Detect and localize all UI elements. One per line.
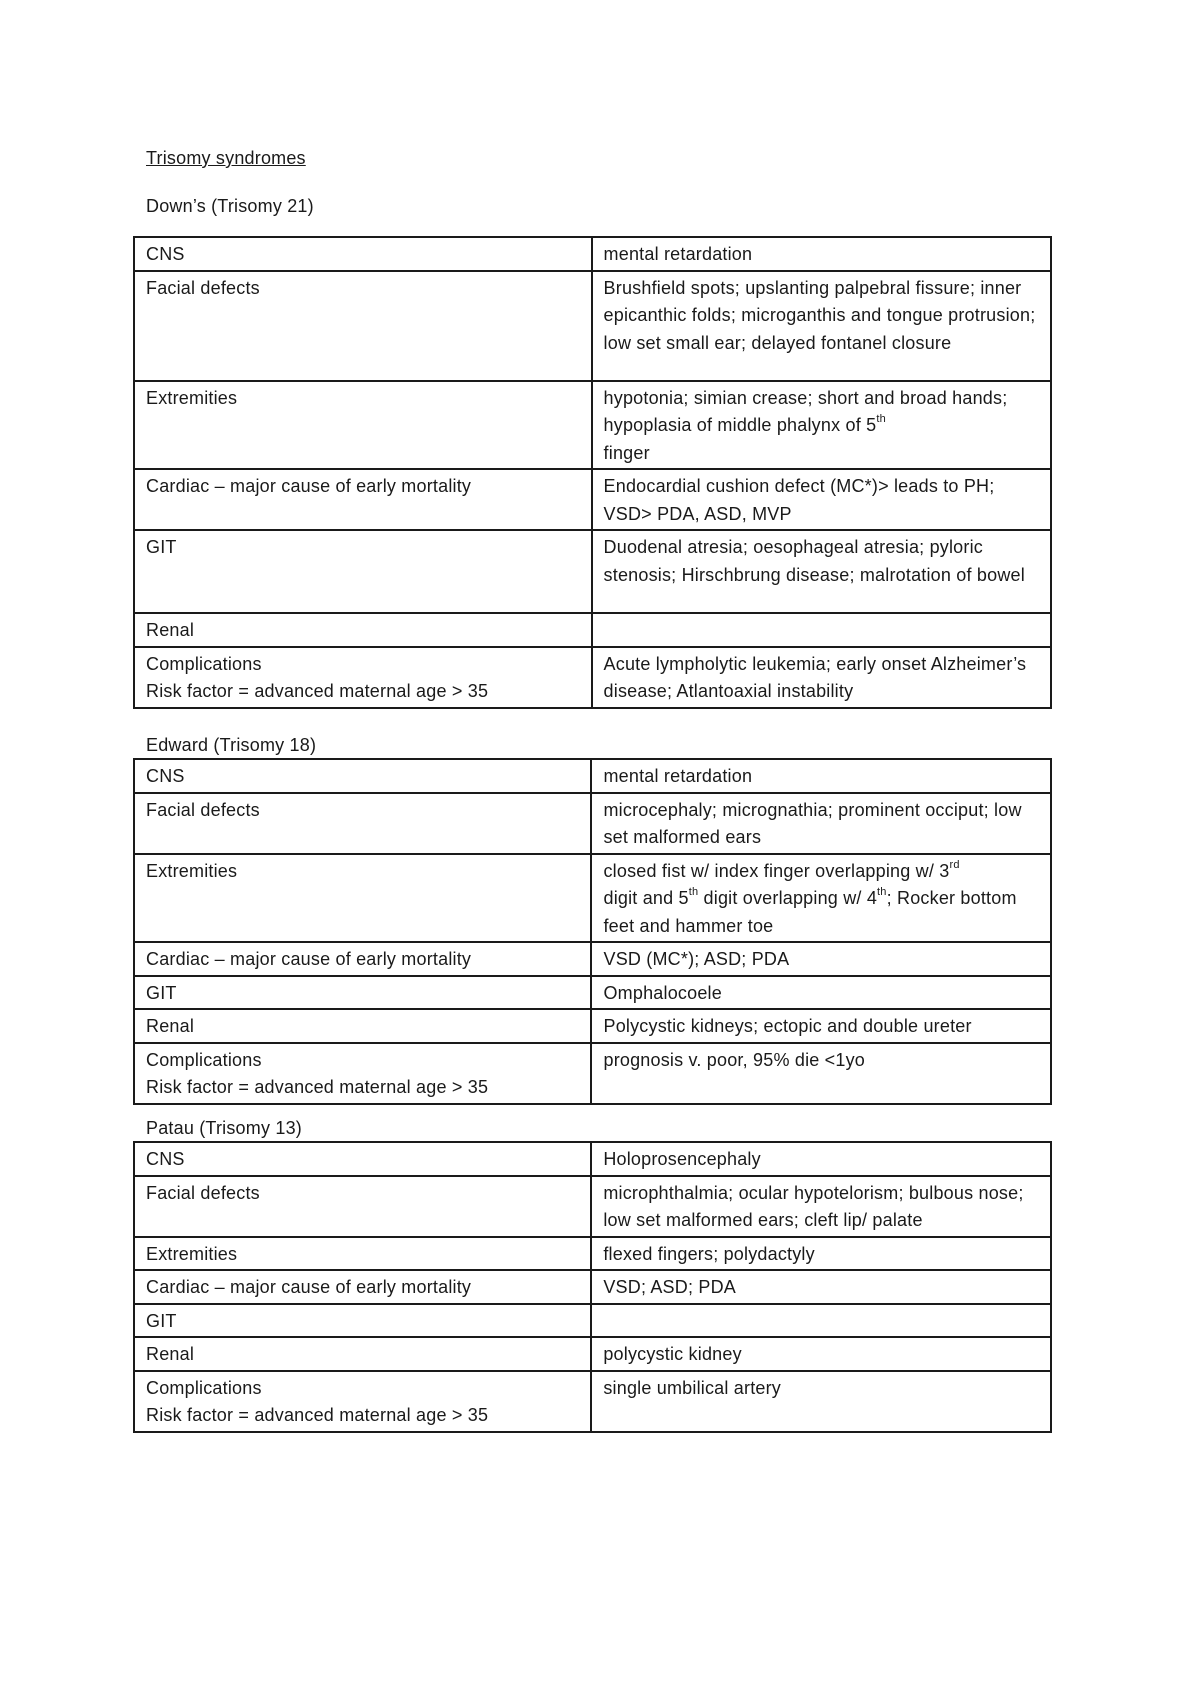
- row-value: [592, 613, 1051, 647]
- table-row: [134, 237, 1051, 271]
- row-label: Facial defects: [134, 1176, 591, 1237]
- row-value: closed fist w/ index finger overlapping w/ 3rd digit and 5th digit overlapping w/ 4th; Rocker bottom feet and hammer toe: [591, 854, 1051, 943]
- table-edward: [133, 758, 1052, 1105]
- row-value: single umbilical artery: [591, 1371, 1051, 1432]
- row-label: Facial defects: [134, 271, 592, 381]
- table-row: [134, 1043, 1051, 1104]
- row-value: Acute lympholytic leukemia; early onset Alzheimer’s disease; Atlantoaxial instability: [592, 647, 1051, 708]
- table-row: [134, 613, 1051, 647]
- table-down: [133, 236, 1052, 709]
- row-value: prognosis v. poor, 95% die <1yo: [591, 1043, 1051, 1104]
- table-row: [134, 1304, 1051, 1338]
- row-label: Renal: [134, 1337, 591, 1371]
- table-row: [134, 530, 1051, 613]
- row-label: Cardiac – major cause of early mortality: [134, 942, 591, 976]
- row-value: Endocardial cushion defect (MC*)> leads to PH; VSD> PDA, ASD, MVP: [592, 469, 1051, 530]
- table-row: [134, 1009, 1051, 1043]
- row-label: Renal: [134, 613, 592, 647]
- row-label: GIT: [134, 1304, 591, 1338]
- row-label: Extremities: [134, 854, 591, 943]
- table-row: [134, 381, 1051, 470]
- row-value: Holoprosencephaly: [591, 1142, 1051, 1176]
- row-label: Extremities: [134, 381, 592, 470]
- row-value: polycystic kidney: [591, 1337, 1051, 1371]
- section-heading-patau: Patau (Trisomy 13): [146, 1118, 302, 1138]
- row-value: mental retardation: [591, 759, 1051, 793]
- row-label: Complications Risk factor = advanced maternal age > 35: [134, 1043, 591, 1104]
- row-label: Renal: [134, 1009, 591, 1043]
- section-heading-down: Down’s (Trisomy 21): [146, 196, 314, 216]
- table-patau: [133, 1141, 1052, 1433]
- row-value: Duodenal atresia; oesophageal atresia; pyloric stenosis; Hirschbrung disease; malrotation of bowel: [592, 530, 1051, 613]
- table-row: [134, 1142, 1051, 1176]
- row-label: CNS: [134, 237, 592, 271]
- row-label: Extremities: [134, 1237, 591, 1271]
- row-label: CNS: [134, 759, 591, 793]
- row-value: VSD; ASD; PDA: [591, 1270, 1051, 1304]
- table-row: [134, 759, 1051, 793]
- row-value: mental retardation: [592, 237, 1051, 271]
- table-row: [134, 271, 1051, 381]
- row-value: hypotonia; simian crease; short and broad hands; hypoplasia of middle phalynx of 5th finger: [592, 381, 1051, 470]
- row-value: Brushfield spots; upslanting palpebral fissure; inner epicanthic folds; microganthis and tongue protrusion; low set small ear; delayed fontanel closure: [592, 271, 1051, 381]
- row-label: Complications Risk factor = advanced maternal age > 35: [134, 1371, 591, 1432]
- row-label: GIT: [134, 530, 592, 613]
- table-row: [134, 976, 1051, 1010]
- table-row: [134, 1176, 1051, 1237]
- document-title: Trisomy syndromes: [146, 148, 306, 168]
- row-value: [591, 1304, 1051, 1338]
- row-value: microcephaly; micrognathia; prominent occiput; low set malformed ears: [591, 793, 1051, 854]
- row-label: Facial defects: [134, 793, 591, 854]
- table-row: [134, 469, 1051, 530]
- row-label: Cardiac – major cause of early mortality: [134, 1270, 591, 1304]
- table-row: [134, 1337, 1051, 1371]
- table-row: [134, 793, 1051, 854]
- row-label: Cardiac – major cause of early mortality: [134, 469, 592, 530]
- table-row: [134, 647, 1051, 708]
- table-row: [134, 942, 1051, 976]
- row-value: VSD (MC*); ASD; PDA: [591, 942, 1051, 976]
- table-row: [134, 854, 1051, 943]
- row-label: CNS: [134, 1142, 591, 1176]
- row-value: Omphalocoele: [591, 976, 1051, 1010]
- table-row: [134, 1371, 1051, 1432]
- row-value: flexed fingers; polydactyly: [591, 1237, 1051, 1271]
- row-label: Complications Risk factor = advanced maternal age > 35: [134, 647, 592, 708]
- table-row: [134, 1237, 1051, 1271]
- table-row: [134, 1270, 1051, 1304]
- row-value: microphthalmia; ocular hypotelorism; bulbous nose; low set malformed ears; cleft lip/ palate: [591, 1176, 1051, 1237]
- row-label: GIT: [134, 976, 591, 1010]
- row-value: Polycystic kidneys; ectopic and double ureter: [591, 1009, 1051, 1043]
- section-heading-edward: Edward (Trisomy 18): [146, 735, 317, 755]
